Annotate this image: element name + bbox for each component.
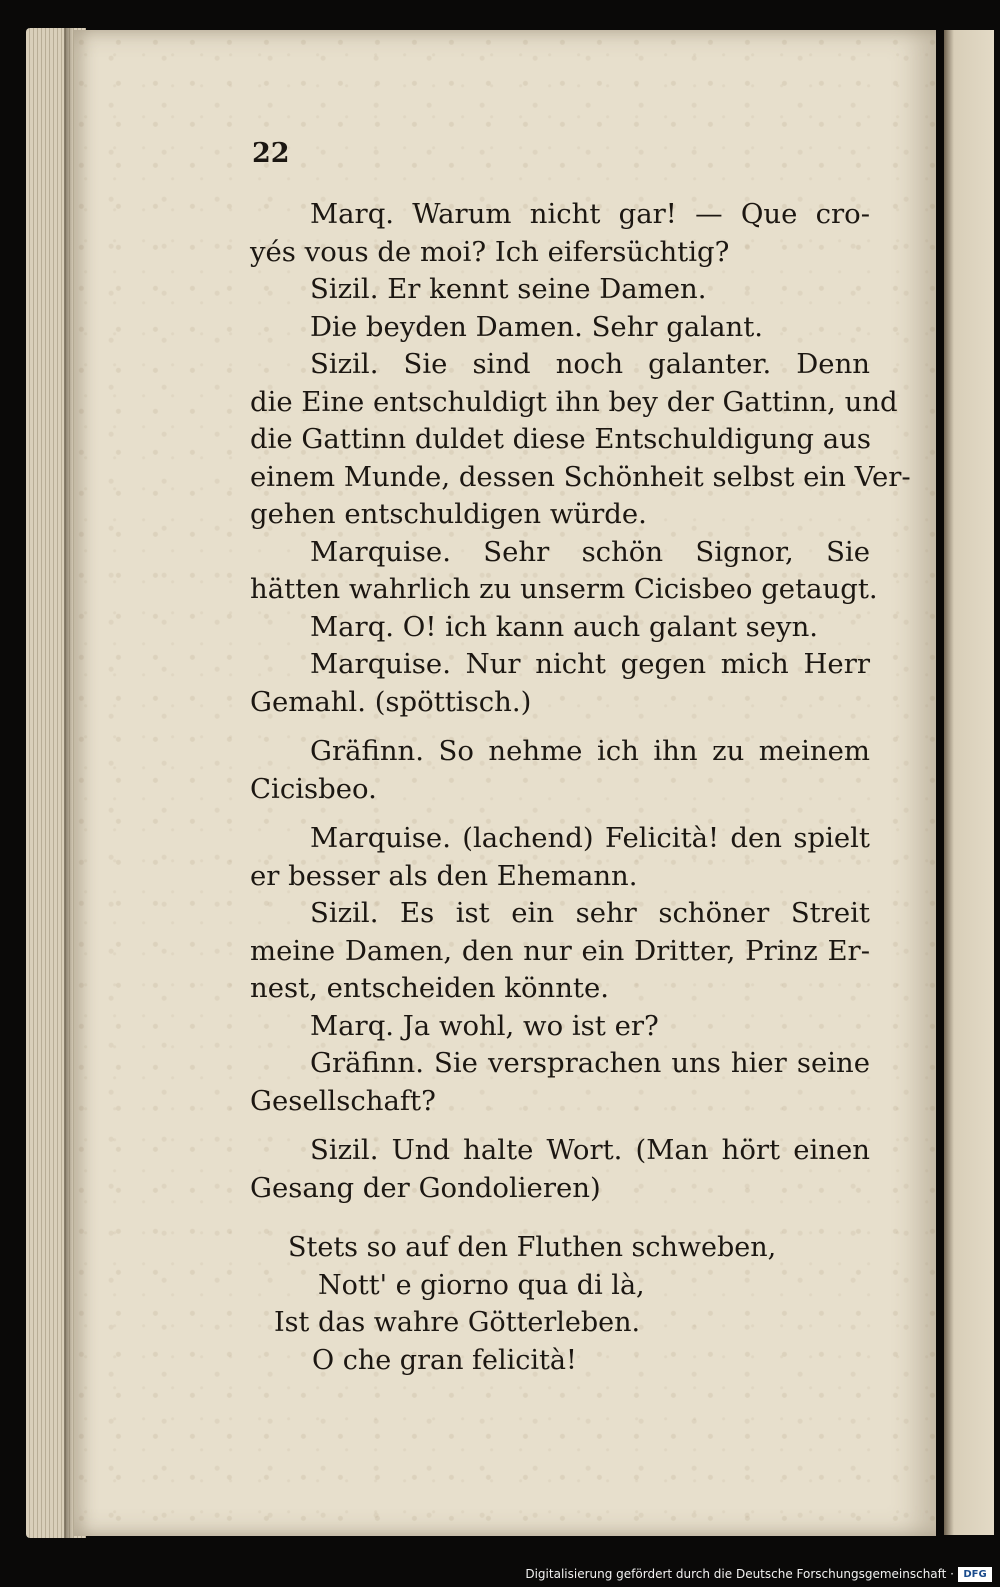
text-line: die Eine entschuldigt ihn bey der Gattinn, und <box>250 385 898 418</box>
verse-line: Ist das wahre Götterleben. <box>274 1307 641 1338</box>
text-line: Marquise. Sehr schön Signor, Sie <box>310 535 870 568</box>
text-line: Gesang der Gondolieren) <box>250 1171 601 1204</box>
text-line: gehen entschuldigen würde. <box>250 498 647 530</box>
text-line: Sizil. Und halte Wort. (Man hört einen <box>310 1134 870 1166</box>
text-line: yés vous de moi? Ich eifersüchtig? <box>250 235 730 268</box>
text-line: Gräfinn. So nehme ich ihn zu meinem <box>310 735 870 767</box>
text-line: Marquise. (lachend) Felicità! den spielt <box>310 822 870 854</box>
dfg-logo: DFG <box>958 1567 992 1582</box>
text-line: einem Munde, dessen Schönheit selbst ein Ver- <box>250 460 911 493</box>
gutter-shadow <box>64 28 74 1538</box>
page-number: 22 <box>252 138 290 169</box>
text-line: Marquise. Nur nicht gegen mich Herr <box>310 648 870 680</box>
text-line: meine Damen, den nur ein Dritter, Prinz Er- <box>250 934 870 967</box>
text-line: die Gattinn duldet diese Entschuldigung aus <box>250 423 871 455</box>
text-line: Gräfinn. Sie versprachen uns hier seine <box>310 1047 870 1079</box>
verse-line: Nott' e giorno qua di là, <box>318 1269 645 1301</box>
text-line: Sizil. Es ist ein sehr schöner Streit <box>310 897 870 929</box>
text-line: nest, entscheiden könnte. <box>250 972 610 1004</box>
footer-bar <box>0 1557 1000 1587</box>
text-line: hätten wahrlich zu unserm Cicisbeo getaugt. <box>250 573 878 605</box>
text-line: Die beyden Damen. Sehr galant. <box>310 310 763 343</box>
text-line: Marq. Ja wohl, wo ist er? <box>310 1009 659 1042</box>
page-text <box>250 134 911 1379</box>
text-line: Cicisbeo. <box>250 772 377 805</box>
text-line: er besser als den Ehemann. <box>250 859 638 892</box>
text-line: Gemahl. (spöttisch.) <box>250 685 532 718</box>
text-line: Gesellschaft? <box>250 1084 436 1117</box>
text-line: Sizil. Er kennt seine Damen. <box>310 273 707 305</box>
verse-line: O che gran felicità! <box>312 1344 577 1376</box>
text-line: Sizil. Sie sind noch galanter. Denn <box>310 348 870 380</box>
facing-page-edge <box>944 30 994 1535</box>
text-line: Marq. Warum nicht gar! — Que cro- <box>310 198 870 230</box>
text-line: Marq. O! ich kann auch galant seyn. <box>310 610 819 643</box>
verse-line: Stets so auf den Fluthen schweben, <box>288 1232 777 1263</box>
funding-credit: Digitalisierung gefördert durch die Deutsche Forschungsgemeinschaft · <box>525 1567 954 1581</box>
